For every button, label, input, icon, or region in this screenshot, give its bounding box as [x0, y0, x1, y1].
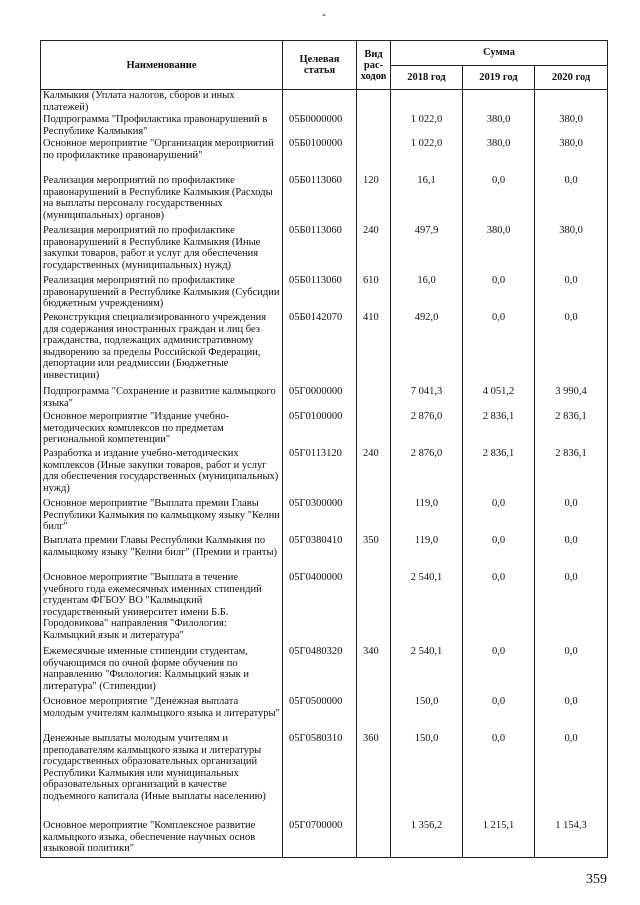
row-sum-2019: 0,0	[463, 312, 535, 386]
header-year-2020: 2020 год	[535, 65, 608, 90]
row-sum-2019: 380,0	[463, 138, 535, 175]
row-target-article: 05Г0400000	[283, 572, 357, 646]
row-sum-2019: 0,0	[463, 733, 535, 820]
row-sum-2020: 380,0	[535, 138, 608, 175]
row-expense-type: 360	[357, 733, 391, 820]
row-sum-2018: 2 876,0	[391, 448, 463, 498]
row-name: Основное мероприятие "Организация мероприятий по профилактике правонарушений"	[41, 138, 283, 175]
table-row	[41, 175, 608, 225]
table-row	[41, 312, 608, 386]
row-sum-2019: 0,0	[463, 498, 535, 535]
row-name: Калмыкия (Уплата налогов, сборов и иных платежей)	[41, 90, 283, 115]
row-sum-2019: 0,0	[463, 535, 535, 572]
row-sum-2019: 2 836,1	[463, 448, 535, 498]
header-name: Наименование	[41, 41, 283, 90]
row-sum-2018: 119,0	[391, 535, 463, 572]
row-sum-2019: 0,0	[463, 646, 535, 696]
row-expense-type: 350	[357, 535, 391, 572]
budget-table	[40, 40, 608, 858]
table-row	[41, 138, 608, 175]
table-row	[41, 572, 608, 646]
row-sum-2018: 2 876,0	[391, 411, 463, 448]
row-name: Подпрограмма "Сохранение и развитие калмыцкого языка"	[41, 386, 283, 411]
row-sum-2019: 0,0	[463, 696, 535, 733]
row-sum-2019: 0,0	[463, 275, 535, 312]
row-sum-2020: 0,0	[535, 498, 608, 535]
row-expense-type	[357, 696, 391, 733]
row-expense-type: 410	[357, 312, 391, 386]
header-expense-type: Вид рас-ходов	[357, 41, 391, 90]
row-sum-2020: 1 154,3	[535, 820, 608, 857]
row-sum-2020: 380,0	[535, 225, 608, 275]
row-target-article: 05Г0100000	[283, 411, 357, 448]
header-target-article: Целевая статья	[283, 41, 357, 90]
row-sum-2020: 0,0	[535, 275, 608, 312]
row-sum-2020: 0,0	[535, 696, 608, 733]
row-expense-type	[357, 138, 391, 175]
table-row	[41, 696, 608, 733]
row-sum-2020: 0,0	[535, 535, 608, 572]
row-target-article: 05Г0380410	[283, 535, 357, 572]
row-name: Денежные выплаты молодым учителям и преподавателям калмыцкого языка и литературы государственных образовательных организаций Республики Калмыкия или муниципальных образовательных организаций в качестве подъемного капитала (Иные выплаты населению)	[41, 733, 283, 820]
header-row-top	[41, 41, 608, 66]
row-target-article: 05Б0000000	[283, 114, 357, 138]
row-target-article: 05Г0113120	[283, 448, 357, 498]
row-name: Основное мероприятие "Выплата премии Главы Республики Калмыкия по калмыцкому языку "Келни билг"	[41, 498, 283, 535]
table-row	[41, 448, 608, 498]
row-name: Выплата премии Главы Республики Калмыкия по калмыцкому языку "Келни билг" (Премии и гранты)	[41, 535, 283, 572]
row-expense-type	[357, 572, 391, 646]
table-row	[41, 733, 608, 820]
row-sum-2018: 497,9	[391, 225, 463, 275]
page-number: 359	[586, 872, 607, 887]
table-row	[41, 386, 608, 411]
row-sum-2019: 0,0	[463, 572, 535, 646]
row-expense-type: 610	[357, 275, 391, 312]
row-sum-2019: 380,0	[463, 225, 535, 275]
row-sum-2020: 0,0	[535, 312, 608, 386]
row-target-article: 05Г0700000	[283, 820, 357, 857]
header-sum: Сумма	[391, 41, 608, 66]
table-row	[41, 411, 608, 448]
row-name: Основное мероприятие "Издание учебно-методических комплексов по предметам региональной компетенции"	[41, 411, 283, 448]
row-sum-2018: 150,0	[391, 696, 463, 733]
row-sum-2018: 119,0	[391, 498, 463, 535]
row-name: Разработка и издание учебно-методических комплексов (Иные закупки товаров, работ и услуг для обеспечения государственных (муниципальных) нужд)	[41, 448, 283, 498]
table-body	[41, 90, 608, 858]
row-sum-2018: 1 356,2	[391, 820, 463, 857]
row-sum-2018: 492,0	[391, 312, 463, 386]
row-sum-2019: 1 215,1	[463, 820, 535, 857]
row-target-article: 05Б0113060	[283, 175, 357, 225]
row-sum-2019: 4 051,2	[463, 386, 535, 411]
row-sum-2020: 2 836,1	[535, 411, 608, 448]
table-row	[41, 114, 608, 138]
table-row	[41, 535, 608, 572]
row-target-article: 05Б0100000	[283, 138, 357, 175]
row-expense-type	[357, 114, 391, 138]
table-row	[41, 820, 608, 857]
row-sum-2020: 380,0	[535, 114, 608, 138]
row-expense-type	[357, 411, 391, 448]
row-sum-2020: 0,0	[535, 646, 608, 696]
table-row	[41, 90, 608, 115]
row-expense-type: 340	[357, 646, 391, 696]
row-sum-2020	[535, 90, 608, 115]
row-target-article: 05Г0000000	[283, 386, 357, 411]
row-sum-2018: 16,0	[391, 275, 463, 312]
row-name: Реализация мероприятий по профилактике правонарушений в Республике Калмыкия (Расходы на выплаты персоналу государственных (муниципальных) органов)	[41, 175, 283, 225]
row-target-article: 05Г0500000	[283, 696, 357, 733]
row-sum-2018: 1 022,0	[391, 114, 463, 138]
row-sum-2018	[391, 90, 463, 115]
row-name: Реализация мероприятий по профилактике правонарушений в Республике Калмыкия (Субсидии бюджетным учреждениям)	[41, 275, 283, 312]
row-target-article: 05Б0113060	[283, 225, 357, 275]
row-target-article: 05Б0113060	[283, 275, 357, 312]
row-expense-type: 240	[357, 448, 391, 498]
row-target-article	[283, 90, 357, 115]
table-row	[41, 225, 608, 275]
row-target-article: 05Б0142070	[283, 312, 357, 386]
row-name: Реконструкция специализированного учреждения для содержания иностранных граждан и лиц без гражданства, подлежащих административному выдворению за пределы Российской Федерации, депортации или реадмиссии (Бюджетные инвестиции)	[41, 312, 283, 386]
row-sum-2019: 2 836,1	[463, 411, 535, 448]
row-sum-2018: 2 540,1	[391, 646, 463, 696]
row-name: Реализация мероприятий по профилактике правонарушений в Республике Калмыкия (Иные закупки товаров, работ и услуг для обеспечения государственных (муниципальных) нужд)	[41, 225, 283, 275]
row-sum-2018: 2 540,1	[391, 572, 463, 646]
row-sum-2019: 380,0	[463, 114, 535, 138]
row-name: Основное мероприятие "Выплата в течение учебного года ежемесячных именных стипендий студентам ФГБОУ ВО "Калмыцкий государственный университет имени Б.Б. Городовикова" направления "Филология: Калмыцкий язык и литература"	[41, 572, 283, 646]
row-sum-2019	[463, 90, 535, 115]
row-expense-type	[357, 386, 391, 411]
row-name: Ежемесячные именные стипендии студентам, обучающимся по очной форме обучения по направлению "Филология: Калмыцкий язык и литература" (Стипендии)	[41, 646, 283, 696]
row-name: Основное мероприятие "Комплексное развитие калмыцкого языка, обеспечение научных основ языковой политики"	[41, 820, 283, 857]
row-sum-2020: 2 836,1	[535, 448, 608, 498]
page-top-mark: -	[322, 7, 326, 21]
row-sum-2020: 0,0	[535, 572, 608, 646]
row-target-article: 05Г0580310	[283, 733, 357, 820]
row-sum-2018: 150,0	[391, 733, 463, 820]
table-row	[41, 646, 608, 696]
row-name: Основное мероприятие "Денежная выплата молодым учителям калмыцкого языка и литературы"	[41, 696, 283, 733]
row-target-article: 05Г0480320	[283, 646, 357, 696]
row-name: Подпрограмма "Профилактика правонарушений в Республике Калмыкия"	[41, 114, 283, 138]
row-sum-2020: 0,0	[535, 733, 608, 820]
row-expense-type: 240	[357, 225, 391, 275]
header-year-2018: 2018 год	[391, 65, 463, 90]
row-expense-type	[357, 90, 391, 115]
table-row	[41, 275, 608, 312]
header-year-2019: 2019 год	[463, 65, 535, 90]
row-expense-type: 120	[357, 175, 391, 225]
row-sum-2019: 0,0	[463, 175, 535, 225]
row-sum-2018: 7 041,3	[391, 386, 463, 411]
row-expense-type	[357, 498, 391, 535]
row-sum-2018: 1 022,0	[391, 138, 463, 175]
row-expense-type	[357, 820, 391, 857]
row-target-article: 05Г0300000	[283, 498, 357, 535]
row-sum-2020: 0,0	[535, 175, 608, 225]
table-row	[41, 498, 608, 535]
row-sum-2020: 3 990,4	[535, 386, 608, 411]
row-sum-2018: 16,1	[391, 175, 463, 225]
